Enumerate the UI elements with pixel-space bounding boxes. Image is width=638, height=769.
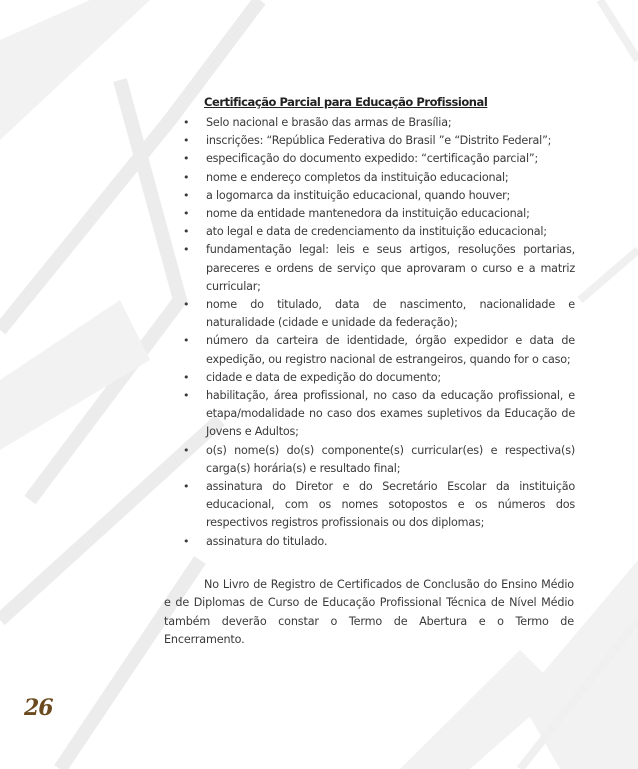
list-item: • assinatura do titulado. — [179, 533, 575, 551]
bullet-icon: • — [183, 370, 190, 384]
bullet-icon: • — [183, 152, 190, 166]
bullet-icon: • — [183, 389, 190, 403]
list-item: • especificação do documento expedido: “certificação parcial”; — [179, 150, 575, 168]
section-heading: Certificação Parcial para Educação Profissional — [204, 95, 488, 109]
bullet-icon: • — [183, 334, 190, 348]
list-item: • fundamentação legal: leis e seus artigos, resoluções portarias, pareceres e ordens de serviço que aprovaram o curso e a matriz curricular; — [183, 243, 575, 293]
list-item: • nome da entidade mantenedora da instituição educacional; — [179, 205, 575, 223]
list-item: • nome do titulado, data de nascimento, nacionalidade e naturalidade (cidade e unidade da federação); — [183, 298, 575, 330]
closing-paragraph: No Livro de Registro de Certificados de Conclusão do Ensino Médio e de Diplomas de Curso de Educação Profissional Técnica de Nível Médio também deverão constar o Termo de Abertura e o Termo de Encerramento. — [164, 578, 574, 646]
page-number: 26 — [24, 695, 53, 721]
list-item: • habilitação, área profissional, no caso da educação profissional, e etapa/modalidade no caso dos exames supletivos da Educação de Jovens e Adultos; — [183, 389, 575, 439]
bullet-icon: • — [183, 298, 190, 312]
bullet-icon: • — [183, 170, 190, 184]
list-item: • inscrições: “República Federativa do Brasil ”e “Distrito Federal”; — [179, 132, 575, 150]
bullet-icon: • — [183, 225, 190, 239]
list-item: • cidade e data de expedição do documento; — [179, 369, 575, 387]
requirements-list — [179, 114, 575, 551]
bullet-icon: • — [183, 480, 190, 494]
list-item: • Selo nacional e brasão das armas de Brasília; — [179, 114, 575, 132]
list-item: • assinatura do Diretor e do Secretário Escolar da instituição educacional, com os nomes sotopostos e os números dos respectivos registros profissionais ou dos diplomas; — [183, 480, 575, 530]
bullet-icon: • — [183, 443, 190, 457]
list-item: • ato legal e data de credenciamento da instituição educacional; — [179, 223, 575, 241]
bullet-icon: • — [183, 243, 190, 257]
list-item: • a logomarca da instituição educacional, quando houver; — [179, 187, 575, 205]
list-item: • número da carteira de identidade, órgão expedidor e data de expedição, ou registro nacional de estrangeiros, quando for o caso; — [183, 334, 575, 366]
bullet-icon: • — [183, 207, 190, 221]
bullet-icon: • — [183, 116, 190, 129]
list-item: • o(s) nome(s) do(s) componente(s) curricular(es) e respectiva(s) carga(s) horária(s) e resultado final; — [183, 443, 575, 475]
bullet-icon: • — [183, 134, 190, 148]
bullet-icon: • — [183, 188, 190, 202]
bullet-icon: • — [183, 534, 190, 548]
list-item: • nome e endereço completos da instituição educacional; — [179, 169, 575, 187]
